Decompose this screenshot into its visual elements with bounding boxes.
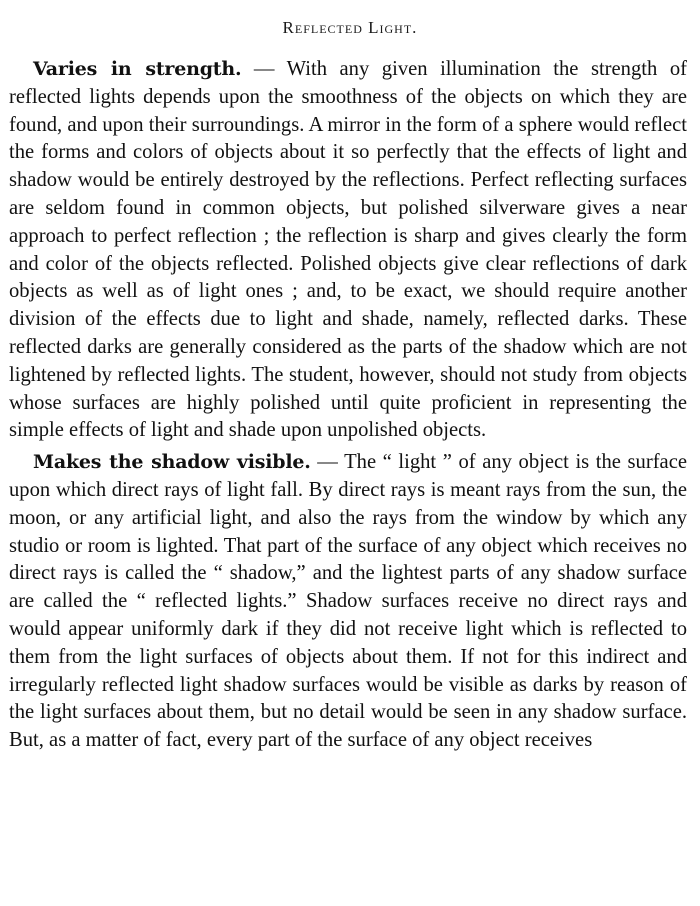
paragraph-text: With any given illumination the strength of reflected lights depends upon the smoothness of the objects on which they are found, and upon their surroundings. A mirror in the form of a sphere would reflect the forms and colors of objects about it so perfectly that the effects of light and shadow would be entirely destroyed by the reflections. Perfect reflecting surfaces are seldom found in common objects, but polished silverware gives a near approach to perfect reflection ; the reflection is sharp and gives clearly the form and color of the objects reflected. Polished objects give clear reflections of dark objects as well as of light ones ; and, to be exact, we should require another division of the effects due to light and shade, namely, reflected darks. These reflected darks are generally considered as the parts of the shadow which are not lightened by reflected lights. The student, however, should not study from objects whose surfaces are highly polished until quite proficient in representing the simple effects of light and shade upon unpolished objects.	[9, 58, 687, 442]
em-dash: —	[310, 451, 345, 474]
run-in-heading: Varies in strength.	[33, 58, 242, 80]
body-text	[9, 56, 687, 755]
running-head: Reflected Light.	[282, 18, 418, 37]
paragraph-text: The “ light ” of any object is the surface upon which direct rays of light fall. By direct rays is meant rays from the sun, the moon, or any artificial light, and also the rays from the window by which any studio or room is lighted. That part of the surface of any object which receives no direct rays is called the “ shadow,” and the lightest parts of any shadow surface are called the “ reflected lights.” Shadow surfaces receive no direct rays and would appear uniformly dark if they did not receive light which is reflected to them from the light surfaces of objects about them. If not for this indirect and irregularly reflected light shadow surfaces would be visible as darks by reason of the light surfaces about them, but no detail would be seen in any shadow surface. But, as a matter of fact, every part of the surface of any object receives	[9, 451, 687, 752]
paragraph-makes-shadow-visible	[9, 449, 687, 755]
paragraph-varies-in-strength	[9, 56, 687, 445]
run-in-heading: Makes the shadow visible.	[33, 451, 311, 474]
em-dash: —	[241, 58, 287, 80]
